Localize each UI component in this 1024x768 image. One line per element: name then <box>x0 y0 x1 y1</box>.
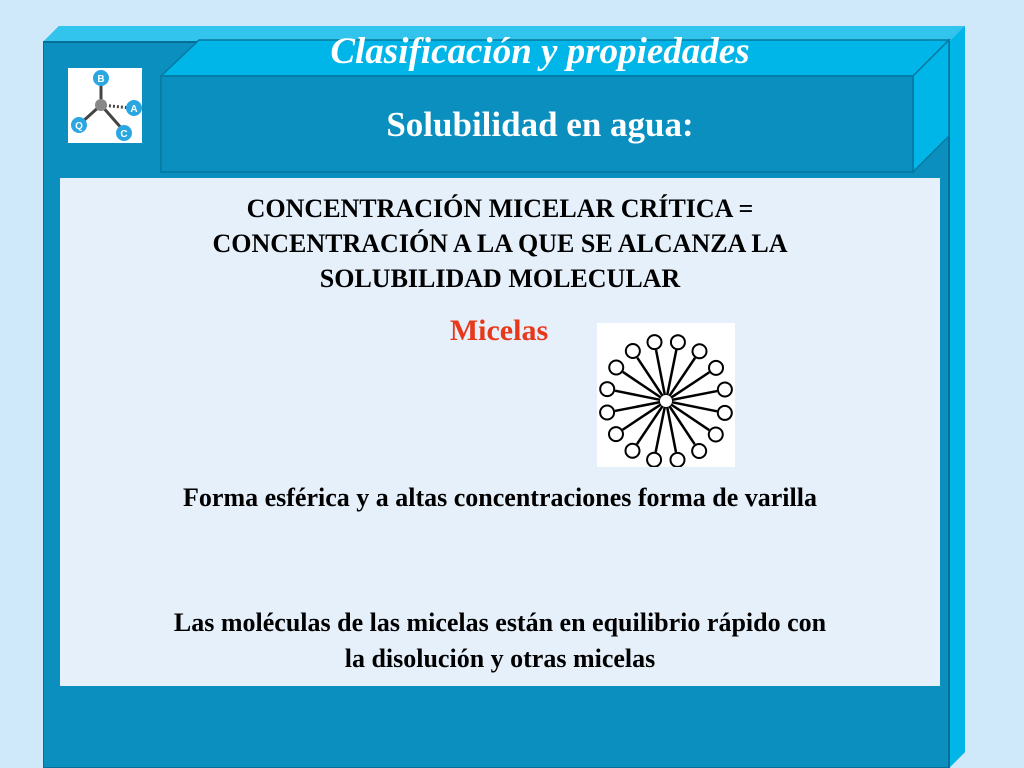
micelle-head <box>671 335 685 349</box>
micelas-label: Micelas <box>449 314 549 347</box>
micelle-head <box>625 444 639 458</box>
equilibrium-text <box>60 605 940 677</box>
slide-subtitle: Solubilidad en agua: <box>386 105 694 144</box>
molecule-logo <box>68 68 142 143</box>
molecule-logo-icon <box>68 68 142 143</box>
micelle-head <box>626 344 640 358</box>
equilibrium-line: Las moléculas de las micelas están en equilibrio rápido con <box>173 608 827 637</box>
logo-atom-q: Q <box>75 121 83 132</box>
micelle-head <box>647 453 661 467</box>
micelle-head <box>600 405 614 419</box>
equilibrium-line: la disolución y otras micelas <box>344 644 656 673</box>
logo-atom-c: C <box>120 129 128 140</box>
micelle-head <box>600 382 614 396</box>
shape-text: Forma esférica y a altas concentraciones forma de varilla <box>183 483 817 512</box>
definition-line: SOLUBILIDAD MOLECULAR <box>319 264 681 293</box>
definition-line: CONCENTRACIÓN A LA QUE SE ALCANZA LA <box>212 229 788 258</box>
micelle-head <box>692 444 706 458</box>
micelle-head <box>709 361 723 375</box>
micelle-head <box>718 383 732 397</box>
slide-title: Clasificación y propiedades <box>330 31 750 72</box>
micelle-head <box>718 406 732 420</box>
micelle-diagram-icon <box>597 323 735 467</box>
definition-line: CONCENTRACIÓN MICELAR CRÍTICA = <box>246 194 754 223</box>
micelle-head <box>609 360 623 374</box>
logo-atom-a: A <box>130 104 138 115</box>
definition-text <box>60 191 940 296</box>
micelle-head <box>693 344 707 358</box>
micelle-head <box>670 453 684 467</box>
micelle-head <box>609 427 623 441</box>
micelle-head <box>709 428 723 442</box>
content-panel <box>60 178 940 686</box>
micelle-head <box>648 335 662 349</box>
micelle-image <box>597 323 735 467</box>
logo-atom-b: B <box>97 74 105 85</box>
